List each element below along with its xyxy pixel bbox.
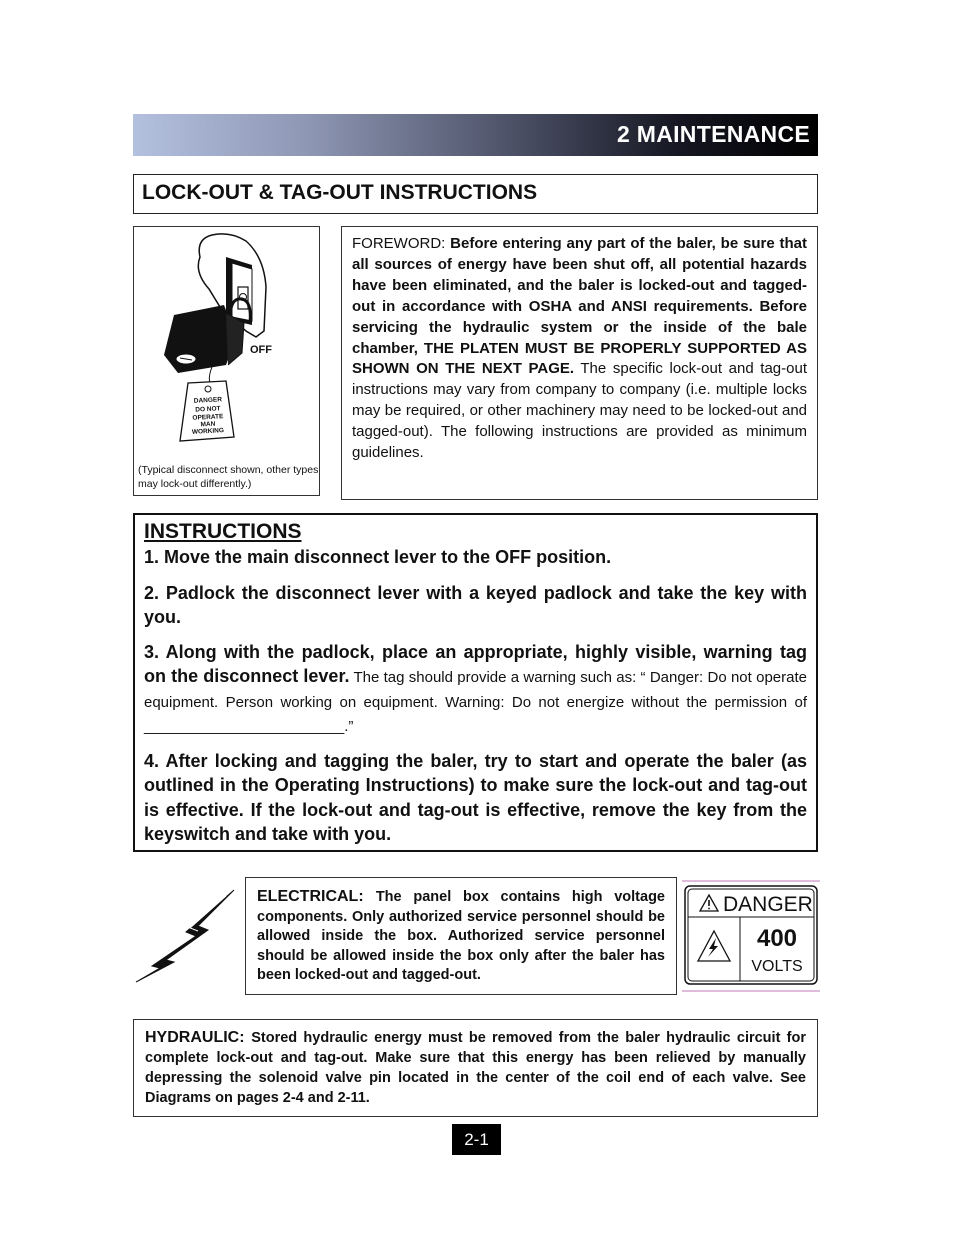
electrical-text: The panel box contains high voltage components. Only authorized service personnel should be allowed inside the box. Authorized service personnel should be allowed inside the box only after the baler has been locked-out and tagged-out. [257,889,665,983]
danger-title: DANGER [723,893,813,916]
figure-box [133,226,320,496]
tag-line-3: OPERATE [192,413,224,422]
hydraulic-box [133,1019,818,1117]
foreword-text [352,234,807,464]
foreword-normal-text: The specific lock-out and tag-out instructions may vary from company to company (i.e. multiple locks may be required, or other machinery may need to be locked-out and tagged-out). The following instructions are provided as minimum guidelines. [352,360,807,462]
instructions-box [133,513,818,852]
danger-unit: VOLTS [751,958,803,975]
instruction-step-1: 1. Move the main disconnect lever to the OFF position. [144,547,612,567]
tag-line-2: DO NOT [195,405,221,414]
step-3-bold: 3. Along with the padlock, place an appropriate, highly visible, warning tag on the disconnect lever. [144,641,807,686]
danger-400-volts-label [682,880,820,992]
section-title: 2 MAINTENANCE [616,121,810,147]
danger-voltage: 400 [756,925,798,952]
electrical-box [245,877,677,995]
instructions-heading: INSTRUCTIONS [144,520,302,543]
foreword-label: FOREWORD: [352,235,451,252]
instruction-step-4: 4. After locking and tagging the baler, try to start and operate the baler (as outlined in the Operating Instructions) to make sure the lock-out and tag-out is effective. If the lock-out and tag-out is effective, remove the key from the keyswitch and take with you. [144,750,807,844]
tag-line-1: DANGER [193,396,223,405]
hydraulic-label: HYDRAULIC: [145,1029,252,1046]
off-label: OFF [250,344,272,356]
instruction-step-3 [144,640,807,738]
section-header [133,114,818,156]
step-3-normal: The tag should provide a warning such as: “ Danger: Do not operate equipment. Person working on equipment. Warning: Do not energize without the permission of ________________________.” [144,669,807,735]
lockout-title: LOCK-OUT & TAG-OUT INSTRUCTIONS [142,181,538,204]
foreword-box [341,226,818,500]
instruction-step-2: 2. Padlock the disconnect lever with a keyed padlock and take the key with you. [144,582,807,627]
disconnect-padlock-illustration [134,227,321,463]
lockout-title-box [133,174,818,214]
lightning-bolt-icon [134,888,236,984]
tag-line-5: WORKING [191,427,225,436]
tag-line-4: MAN [200,420,216,429]
figure-caption: (Typical disconnect shown, other types may lock-out differently.) [138,464,319,490]
hydraulic-text: Stored hydraulic energy must be removed from the baler hydraulic circuit for complete lock-out and tag-out. Make sure that this energy has been relieved by manually depressing the solenoid valve pin located in the center of the coil end of each valve. See Diagrams on pages 2-4 and 2-11. [145,1030,806,1106]
page-number: 2-1 [452,1124,501,1155]
electrical-label: ELECTRICAL: [257,888,376,905]
foreword-bold-text: Before entering any part of the baler, be sure that all sources of energy have been shut off, all potential hazards have been eliminated, and the baler is locked-out and tagged-out in accordance with OSHA and ANSI requirements. Before servicing the hydraulic system or the inside of the bale chamber, THE PLATEN MUST BE PROPERLY SUPPORTED AS SHOWN ON THE NEXT PAGE. [352,235,807,378]
